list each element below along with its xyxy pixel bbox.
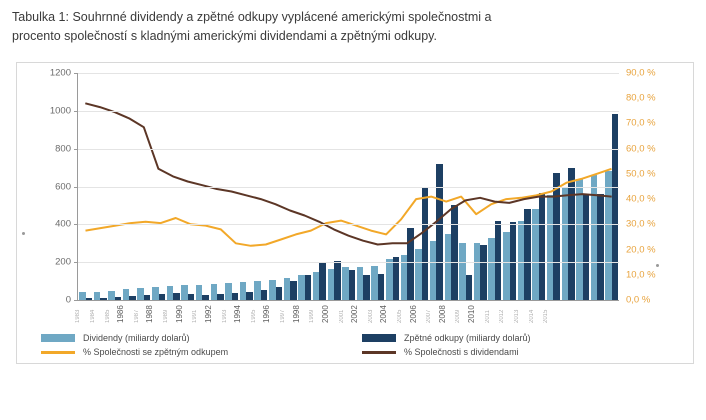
x-axis-tick: 2006 [408,305,418,323]
y-axis-tickmark [74,111,78,112]
y-axis-tick-left: 400 [55,218,71,230]
x-axis-tick: 1989 [163,309,170,323]
y-axis-tick-left: 1200 [49,67,71,79]
x-axis-tick: 2012 [499,309,506,323]
x-axis-tick: 2002 [350,305,360,323]
y-axis-tick-right: 0,0 % [626,294,651,306]
y-axis-tick-left: 600 [55,181,71,192]
stray-mark-right [656,264,659,267]
legend-item-pct-odkup [41,347,362,357]
x-axis-tick: 1994 [233,305,243,323]
y-axis-tick-right: 40,0 % [626,193,656,205]
y-axis-tick-right: 90,0 % [626,67,656,79]
caption-line-2: procento společností s kladnými americkými dividendami a zpětnými odkupy. [12,29,437,44]
legend-swatch-pct-odkup [41,351,75,354]
x-axis-tick: 2008 [437,305,447,323]
legend-label-pct-dividendy: % Společnosti s dividendami [404,347,519,357]
x-axis-tick: 1992 [203,305,213,323]
y-axis-tick-right: 60,0 % [626,143,656,155]
y-axis-tick-left: 800 [55,143,71,155]
legend-label-dividendy: Dividendy (miliardy dolarů) [83,333,190,343]
x-axis-tick: 2009 [455,309,462,323]
x-axis-tick: 1988 [145,305,155,323]
x-axis-tick: 1983 [75,309,82,323]
y-axis-tickmark [74,73,78,74]
legend-swatch-dividendy [41,334,75,342]
x-axis-tick: 1985 [104,309,111,323]
y-axis-tick-right: 50,0 % [626,168,656,180]
x-axis-tick: 2013 [513,309,520,323]
y-axis-tick-left: 200 [55,256,71,268]
stray-mark-left [22,232,25,235]
y-axis-tick-right: 10,0 % [626,269,656,281]
figure-caption [12,8,612,47]
y-axis-tick-left: 0 [65,294,71,306]
x-axis-tick: 2005 [396,309,403,323]
legend-swatch-pct-dividendy [362,351,396,354]
chart-container [16,62,694,364]
gridline [78,262,619,263]
legend-swatch-zpetne-odkupy [362,334,396,342]
x-axis-tick: 2011 [484,310,491,323]
x-axis-tick: 1995 [250,309,257,323]
caption-line-1: Tabulka 1: Souhrnné dividendy a zpětné odkupy vyplácené americkými společnostmi a [12,10,492,24]
y-axis-tick-right: 70,0 % [626,117,656,129]
x-axis-tick: 2014 [528,309,535,323]
y-axis-tickmark [74,262,78,263]
line-pct [86,169,612,246]
gridline [78,149,619,150]
x-axis-tick: 1999 [309,309,316,323]
x-axis-labels [77,299,619,323]
legend-label-zpetne-odkupy: Zpětné odkupy (miliardy dolarů) [404,333,531,343]
x-axis-tick: 1990 [174,305,184,323]
y-axis-tick-left: 1000 [49,105,71,117]
x-axis-tick: 1997 [280,309,286,323]
y-axis-tick-right: 20,0 % [626,244,656,256]
legend-item-pct-dividendy [362,347,683,357]
x-axis-tick: 2001 [338,309,345,323]
y-axis-tick-right: 30,0 % [626,218,656,230]
plot-area [49,67,656,306]
legend-item-dividendy [41,333,362,343]
y-axis-tick-right: 80,0 % [626,92,656,104]
x-axis-tick: 1996 [262,305,272,323]
gridline [78,187,619,188]
x-axis-tick: 2007 [426,309,433,323]
gridline [78,111,619,112]
x-axis-tick: 2000 [320,305,330,323]
x-axis-tick: 2015 [543,309,550,323]
gridline [78,224,619,225]
x-axis-tick: 1986 [116,305,126,323]
x-axis-tick: 1984 [89,309,96,323]
y-axis-tickmark [74,224,78,225]
gridline [78,73,619,74]
x-axis-tick: 1991 [192,309,199,323]
y-axis-tickmark [74,187,78,188]
chart-legend [41,331,683,359]
legend-item-zpetne-odkupy [362,333,683,343]
legend-label-pct-odkup: % Společnosti se zpětným odkupem [83,347,229,357]
x-axis-tick: 1993 [221,309,228,323]
y-axis-tickmark [74,149,78,150]
x-axis-tick: 1998 [291,305,301,323]
x-axis-tick: 2010 [467,305,477,323]
x-axis-tick: 2003 [367,309,374,323]
x-axis-tick: 1987 [133,309,140,323]
x-axis-tick: 2004 [379,305,389,323]
